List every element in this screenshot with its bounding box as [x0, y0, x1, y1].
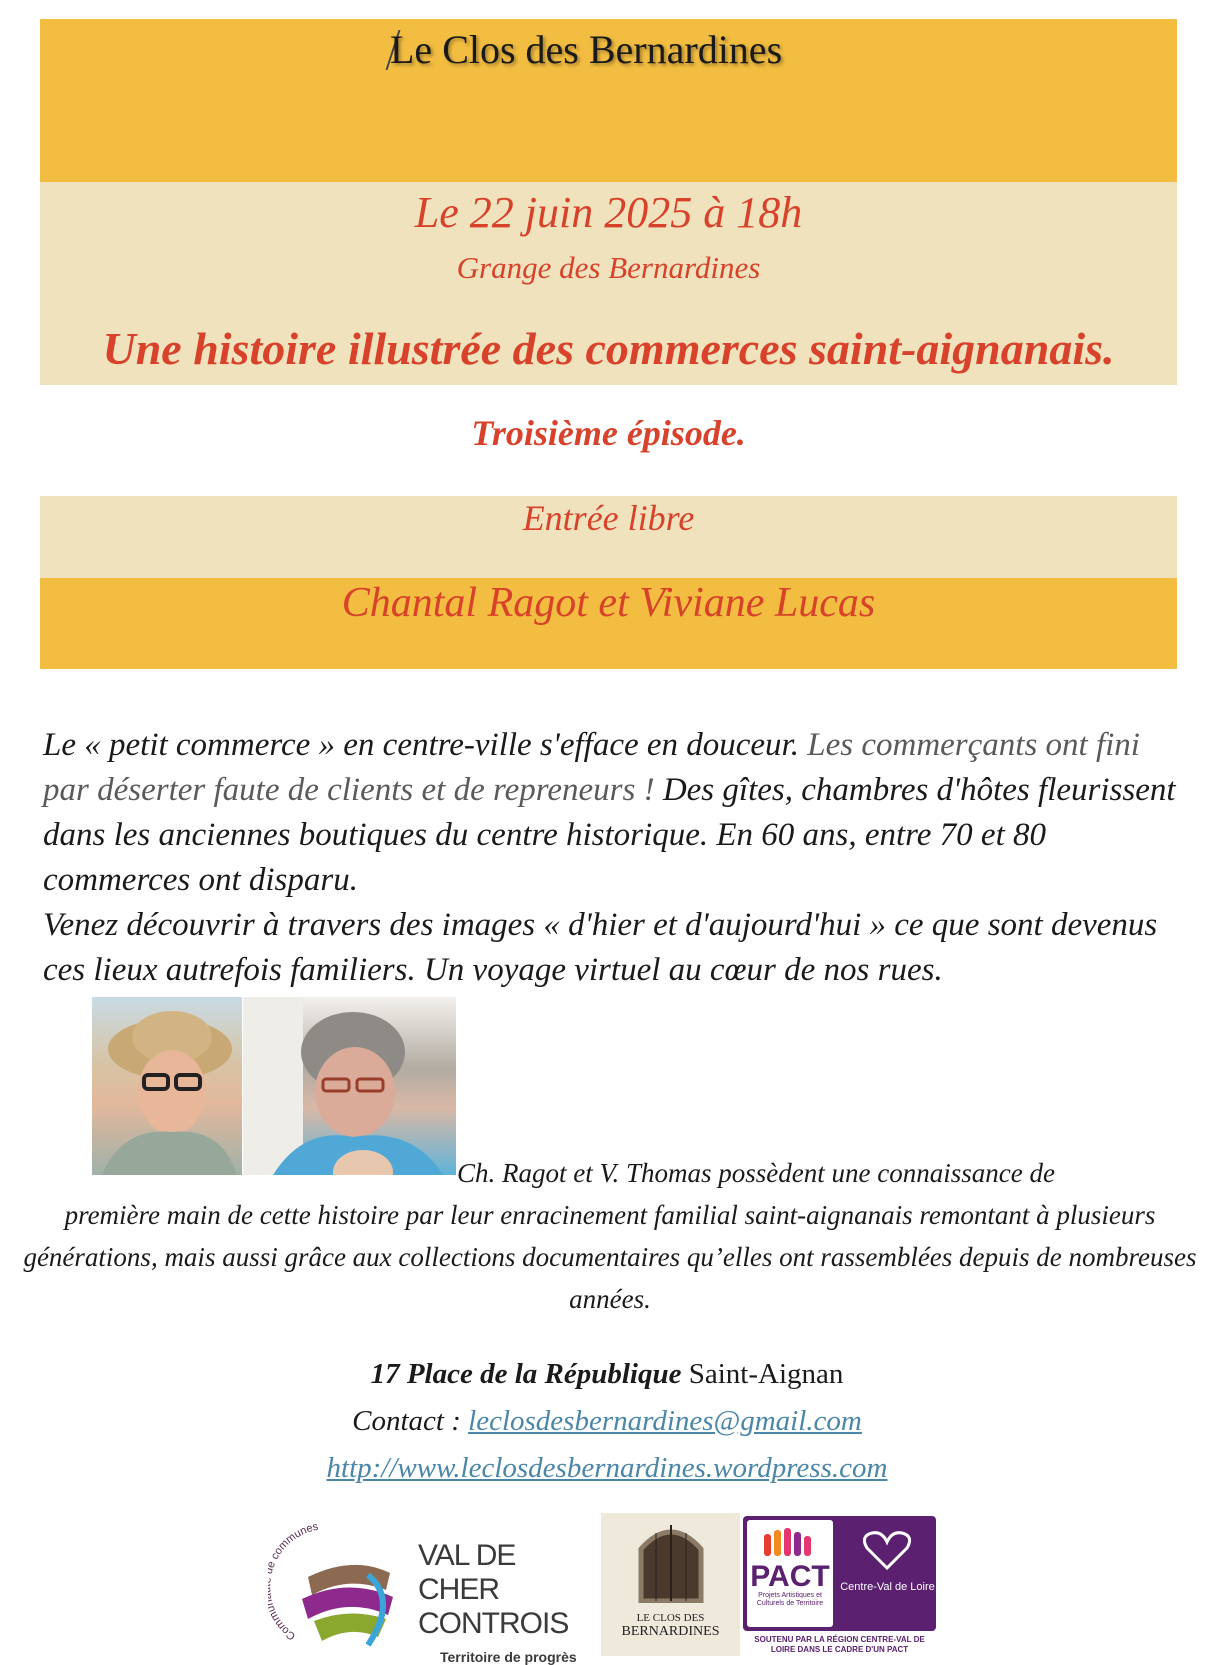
clos-logo-line2: BERNARDINES	[621, 1624, 720, 1639]
event-headline: Une histoire illustrée des commerces saint-aignanais.	[102, 323, 1115, 374]
region-name: Centre-Val de Loire	[840, 1581, 935, 1593]
caption-rest: première main de cette histoire par leur enracinement familial saint-aignanais remontant à plusieurs générations, mais aussi grâce aux collections documentaires qu’elles ont rassemblées depuis de nombreuses années.	[23, 1200, 1197, 1314]
pact-bars-icon	[760, 1528, 820, 1558]
event-date: Le 22 juin 2025 à 18h	[414, 188, 803, 237]
page-title: Le Clos des Bernardines	[390, 27, 783, 72]
website-line	[0, 1452, 1214, 1485]
region-heart-icon	[862, 1530, 912, 1570]
vdc-line2: CONTROIS	[418, 1607, 569, 1640]
authors-label: Chantal Ragot et Viviane Lucas	[341, 580, 876, 626]
pact-name: PACT	[750, 1560, 830, 1593]
address	[0, 1358, 1214, 1391]
vdc-line1: VAL DE CHER	[418, 1539, 516, 1606]
val-de-cher-controis-logo	[418, 1539, 598, 1665]
contact-label: Contact :	[352, 1405, 461, 1437]
portrait-viviane-lucas	[243, 997, 456, 1175]
description-invite: Venez découvrir à travers des images « d'hier et d'aujourd'hui » ce que sont devenus ces lieux autrefois familiers. Un voyage virtuel au cœur de nos rues.	[43, 907, 1158, 988]
vdc-tagline: Territoire de progrès	[440, 1649, 577, 1665]
website-link[interactable]: http://www.leclosdesbernardines.wordpress.com	[326, 1452, 888, 1484]
caption-first-line: Ch. Ragot et V. Thomas possèdent une connaissance de	[457, 1158, 1055, 1188]
address-city: Saint-Aignan	[688, 1358, 844, 1390]
entry-label: Entrée libre	[522, 498, 695, 538]
description-rest: Des gîtes, chambres d'hôtes fleurissent dans les anciennes boutiques du centre historique. En 60 ans, entre 70 et 80 commerces ont disparu.	[43, 772, 1176, 898]
region-badge	[839, 1516, 936, 1631]
pact-region-logo	[743, 1516, 936, 1631]
contact-line	[0, 1405, 1214, 1438]
communaute-communes-logo	[268, 1515, 408, 1655]
address-street: 17 Place de la République	[370, 1358, 682, 1390]
episode-label: Troisième épisode.	[471, 413, 746, 453]
description-grey: Les commerçants ont fini par déserter faute de clients et de repreneurs !	[43, 727, 1140, 808]
event-venue: Grange des Bernardines	[456, 250, 761, 285]
partner-logos	[0, 1511, 1214, 1665]
clos-bernardines-logo	[601, 1513, 740, 1656]
cc-logo-text: Comm communes	[268, 1520, 320, 1643]
portrait-chantal-ragot	[92, 997, 242, 1175]
pact-badge	[747, 1520, 833, 1627]
clos-logo-line1: LE CLOS DES	[636, 1612, 705, 1624]
pact-subtitle: Projets Artistiques et Culturels de Territoire	[756, 1592, 824, 1607]
door-icon	[621, 1513, 721, 1603]
pact-support-text: SOUTENU PAR LA RÉGION CENTRE-VAL DE LOIRE DANS LE CADRE D'UN PACT	[754, 1635, 925, 1654]
email-link[interactable]: leclosdesbernardines@gmail.com	[468, 1405, 862, 1437]
description-lead: Le « petit commerce » en centre-ville s'efface en douceur.	[43, 727, 799, 763]
authors-caption	[20, 1152, 1200, 1320]
description	[43, 723, 1183, 993]
